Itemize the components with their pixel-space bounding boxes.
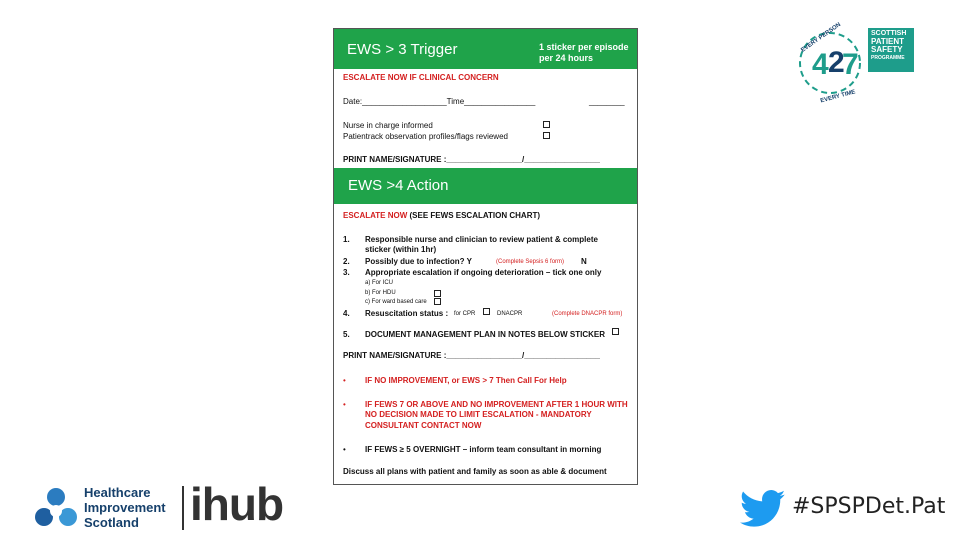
- item-2-sepsis-note: (Complete Sepsis 6 form): [496, 259, 565, 265]
- item-4-number: 4.: [343, 309, 350, 318]
- patientrack-label: Patientrack observation profiles/flags reviewed: [343, 132, 508, 141]
- his-ihub-logo: [32, 478, 307, 533]
- item-1-number: 1.: [343, 235, 350, 244]
- bullet-1: •: [343, 376, 346, 385]
- item-5-label: DOCUMENT MANAGEMENT PLAN IN NOTES BELOW STICKER: [365, 330, 605, 339]
- action-title: EWS >4 Action: [348, 177, 449, 194]
- ihub-wordmark: ihub: [190, 478, 284, 530]
- option-hdu: b) For HDU: [365, 290, 396, 296]
- svg-text:EVERY TIME: EVERY TIME: [819, 89, 857, 104]
- option-hdu-checkbox[interactable]: [434, 290, 441, 297]
- overnight-instruction: IF FEWS ≥ 5 OVERNIGHT – inform team consultant in morning: [365, 445, 602, 454]
- item-1-line-2: sticker (within 1hr): [365, 245, 437, 254]
- for-cpr-checkbox[interactable]: [483, 308, 490, 315]
- bullet-2: •: [343, 400, 346, 409]
- svg-text:EVERY PERSON: EVERY PERSON: [800, 22, 843, 54]
- escalate-now-label: ESCALATE NOW: [343, 73, 408, 82]
- ews-sticker-form: [333, 28, 638, 485]
- option-ward-checkbox[interactable]: [434, 298, 441, 305]
- item-2-number: 2.: [343, 257, 350, 266]
- management-plan-checkbox[interactable]: [612, 328, 619, 335]
- blank-line: ________: [589, 97, 625, 106]
- item-2-no: N: [581, 257, 587, 266]
- trigger-band: [334, 29, 637, 69]
- logo-divider: [182, 486, 184, 530]
- fews-7-warning-line-3: CONSULTANT CONTACT NOW: [365, 421, 482, 430]
- bullet-3: •: [343, 445, 346, 454]
- svg-text:4: 4: [812, 48, 829, 81]
- spsp-wordmark: SCOTTISH PATIENT SAFETY PROGRAMME: [868, 28, 914, 72]
- print-name-signature-1: PRINT NAME/SIGNATURE :_________________/_________________: [343, 155, 600, 164]
- item-4-label: Resuscitation status :: [365, 309, 449, 318]
- fews-7-warning-line-2: NO DECISION MADE TO LIMIT ESCALATION - MANDATORY: [365, 410, 592, 419]
- see-chart-label: (SEE FEWS ESCALATION CHART): [407, 211, 541, 220]
- event-hashtag: #SPSPDet.Pat: [792, 494, 946, 519]
- dnacpr-label: DNACPR: [497, 311, 523, 317]
- no-improvement-warning: IF NO IMPROVEMENT, or EWS > 7 Then Call For Help: [365, 376, 567, 385]
- print-name-signature-2: PRINT NAME/SIGNATURE :_________________/_________________: [343, 351, 600, 360]
- item-3-number: 3.: [343, 268, 350, 277]
- svg-text:7: 7: [842, 48, 859, 81]
- escalate-line: [343, 73, 499, 83]
- fews-7-warning-line-1: IF FEWS 7 OR ABOVE AND NO IMPROVEMENT AFTER 1 HOUR WITH: [365, 400, 628, 409]
- patientrack-checkbox[interactable]: [543, 132, 550, 139]
- dnacpr-form-note: (Complete DNACPR form): [552, 311, 623, 317]
- spsp-logo: [790, 22, 920, 104]
- nurse-informed-checkbox[interactable]: [543, 121, 550, 128]
- action-band: [334, 168, 637, 204]
- escalate-now-label-2: ESCALATE NOW: [343, 211, 408, 220]
- item-3-label: Appropriate escalation if ongoing deterioration – tick one only: [365, 268, 602, 277]
- nurse-informed-label: Nurse in charge informed: [343, 121, 433, 130]
- item-5-number: 5.: [343, 330, 350, 339]
- every-person-every-time-icon: [790, 22, 870, 104]
- escalate-chart-line: [343, 211, 540, 221]
- sticker-note: 1 sticker per episode per 24 hours: [539, 42, 629, 63]
- his-emblem-icon: [32, 485, 80, 533]
- option-ward: c) For ward based care: [365, 299, 427, 305]
- discuss-plans-note: Discuss all plans with patient and family as soon as able & document: [343, 467, 607, 476]
- for-cpr-label: for CPR: [454, 311, 476, 317]
- item-2-label: Possibly due to infection? Y: [365, 257, 472, 266]
- item-1-line-1: Responsible nurse and clinician to review patient & complete: [365, 235, 598, 244]
- date-time-line: Date:___________________Time________________: [343, 97, 536, 106]
- option-icu: a) For ICU: [365, 280, 394, 286]
- his-wordmark: Healthcare Improvement Scotland: [84, 485, 166, 530]
- twitter-bird-icon: [740, 489, 786, 529]
- trigger-title: EWS > 3 Trigger: [347, 41, 458, 58]
- svg-text:2: 2: [828, 46, 845, 79]
- clinical-concern-label: IF CLINICAL CONCERN: [407, 73, 499, 82]
